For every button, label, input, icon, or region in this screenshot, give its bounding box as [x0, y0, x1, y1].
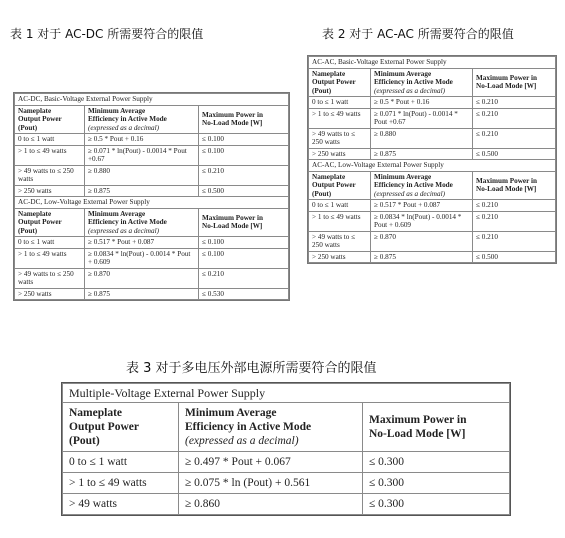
output-power-cell: > 49 watts to ≤ 250 watts: [309, 231, 371, 251]
table-row: [15, 145, 289, 165]
efficiency-cell: ≥ 0.071 * ln(Pout) - 0.0014 * Pout +0.67: [371, 108, 473, 128]
header-line: No-Load Mode [W]: [202, 222, 263, 231]
header-line: Output Power: [18, 218, 62, 226]
header-line: (Pout): [69, 435, 100, 447]
section-title-row: [15, 197, 289, 209]
output-power-cell: > 1 to ≤ 49 watts: [309, 211, 371, 231]
efficiency-cell: ≥ 0.517 * Pout + 0.087: [85, 237, 199, 249]
no-load-power-cell: ≤ 0.210: [473, 211, 556, 231]
header-line: Nameplate: [312, 69, 346, 78]
header-line: Minimum Average: [374, 172, 432, 181]
table-row: [63, 452, 510, 473]
output-power-cell: 0 to ≤ 1 watt: [309, 97, 371, 109]
table-row: [309, 148, 556, 160]
efficiency-cell: ≥ 0.075 * ln (Pout) + 0.561: [179, 473, 363, 494]
efficiency-cell: ≥ 0.517 * Pout + 0.087: [371, 200, 473, 212]
header-minimum-average-efficiency: [85, 208, 199, 237]
header-row: [309, 68, 556, 97]
header-line: Maximum Power in: [476, 73, 537, 82]
table-row: [309, 108, 556, 128]
output-power-cell: > 1 to ≤ 49 watts: [309, 108, 371, 128]
header-line: (expressed as a decimal): [88, 123, 159, 132]
header-minimum-average-efficiency: [371, 171, 473, 200]
section-title-row: [309, 160, 556, 172]
header-line: Maximum Power in: [476, 176, 537, 185]
table3-section: [63, 384, 510, 515]
output-power-cell: > 49 watts: [63, 494, 179, 515]
header-line: (Pout): [312, 189, 332, 198]
table1-ac-dc: [13, 92, 290, 301]
section-title: AC-AC, Basic-Voltage External Power Supply: [309, 57, 556, 69]
header-line: Minimum Average: [374, 69, 432, 78]
efficiency-cell: ≥ 0.860: [179, 494, 363, 515]
output-power-cell: > 250 watts: [309, 251, 371, 263]
header-nameplate-output-power: [309, 171, 371, 200]
table-row: [309, 97, 556, 109]
header-line: Maximum Power in: [202, 213, 263, 222]
efficiency-cell: ≥ 0.880: [85, 165, 199, 185]
efficiency-cell: ≥ 0.071 * ln(Pout) - 0.0014 * Pout +0.67: [85, 145, 199, 165]
table1-low-section: [15, 197, 289, 300]
efficiency-cell: ≥ 0.5 * Pout + 0.16: [85, 134, 199, 146]
table1-caption: 表 1 对于 AC-DC 所需要符合的限值: [10, 27, 204, 41]
output-power-cell: 0 to ≤ 1 watt: [15, 237, 85, 249]
header-line: Output Power: [312, 78, 356, 86]
no-load-power-cell: ≤ 0.500: [473, 251, 556, 263]
no-load-power-cell: ≤ 0.100: [199, 248, 289, 268]
table-row: [15, 185, 289, 197]
table-row: [309, 231, 556, 251]
header-line: Efficiency in Active Mode: [374, 181, 453, 189]
section-title: AC-AC, Low-Voltage External Power Supply: [309, 160, 556, 172]
header-line: Maximum Power in: [369, 414, 467, 426]
no-load-power-cell: ≤ 0.210: [473, 128, 556, 148]
no-load-power-cell: ≤ 0.210: [473, 231, 556, 251]
header-line: Output Power: [69, 421, 139, 433]
no-load-power-cell: ≤ 0.500: [199, 185, 289, 197]
header-nameplate-output-power: [15, 208, 85, 237]
no-load-power-cell: ≤ 0.210: [199, 268, 289, 288]
table2-basic-section: [309, 57, 556, 160]
header-line: Nameplate: [312, 172, 346, 181]
header-line: Nameplate: [69, 407, 123, 419]
efficiency-cell: ≥ 0.880: [371, 128, 473, 148]
section-title: AC-DC, Low-Voltage External Power Supply: [15, 197, 289, 209]
no-load-power-cell: ≤ 0.100: [199, 145, 289, 165]
no-load-power-cell: ≤ 0.300: [363, 473, 510, 494]
no-load-power-cell: ≤ 0.210: [199, 165, 289, 185]
section-title-row: [63, 384, 510, 403]
table-row: [309, 251, 556, 263]
header-maximum-no-load-power: [473, 68, 556, 97]
header-line: Minimum Average: [185, 407, 277, 419]
header-line: No-Load Mode [W]: [476, 185, 537, 194]
header-line: Output Power: [18, 115, 62, 123]
header-nameplate-output-power: [309, 68, 371, 97]
header-line: Maximum Power in: [202, 110, 263, 119]
header-minimum-average-efficiency: [179, 403, 363, 452]
header-line: Minimum Average: [88, 209, 146, 218]
efficiency-cell: ≥ 0.0834 * ln(Pout) - 0.0014 * Pout + 0.609: [371, 211, 473, 231]
section-title-row: [309, 57, 556, 69]
header-line: No-Load Mode [W]: [369, 428, 466, 440]
output-power-cell: > 49 watts to ≤ 250 watts: [15, 268, 85, 288]
header-maximum-no-load-power: [473, 171, 556, 200]
table-row: [15, 165, 289, 185]
table2-caption: 表 2 对于 AC-AC 所需要符合的限值: [322, 27, 514, 41]
table1-basic-section: [15, 94, 289, 197]
header-line: (Pout): [312, 86, 332, 95]
output-power-cell: 0 to ≤ 1 watt: [15, 134, 85, 146]
header-minimum-average-efficiency: [85, 105, 199, 134]
header-line: Efficiency in Active Mode: [88, 115, 167, 123]
header-line: Efficiency in Active Mode: [88, 218, 167, 226]
output-power-cell: > 1 to ≤ 49 watts: [15, 248, 85, 268]
efficiency-cell: ≥ 0.870: [371, 231, 473, 251]
header-line: No-Load Mode [W]: [202, 119, 263, 128]
table2-ac-ac: [307, 55, 557, 264]
no-load-power-cell: ≤ 0.210: [473, 200, 556, 212]
table-row: [309, 128, 556, 148]
table-row: [309, 200, 556, 212]
no-load-power-cell: ≤ 0.300: [363, 494, 510, 515]
header-maximum-no-load-power: [199, 208, 289, 237]
header-nameplate-output-power: [63, 403, 179, 452]
section-title-row: [15, 94, 289, 106]
efficiency-cell: ≥ 0.875: [85, 288, 199, 300]
table3-multiple-voltage: [61, 382, 511, 516]
header-line: Output Power: [312, 181, 356, 189]
table3-grid: [62, 383, 510, 515]
no-load-power-cell: ≤ 0.210: [473, 108, 556, 128]
table1-grid: [14, 93, 289, 300]
table-row: [309, 211, 556, 231]
table-row: [15, 268, 289, 288]
output-power-cell: > 1 to ≤ 49 watts: [63, 473, 179, 494]
table3-caption: 表 3 对于多电压外部电源所需要符合的限值: [126, 361, 377, 376]
header-line: Efficiency in Active Mode: [374, 78, 453, 86]
header-line: (expressed as a decimal): [374, 189, 445, 198]
output-power-cell: > 1 to ≤ 49 watts: [15, 145, 85, 165]
no-load-power-cell: ≤ 0.300: [363, 452, 510, 473]
table-row: [15, 237, 289, 249]
output-power-cell: > 250 watts: [15, 185, 85, 197]
header-line: (Pout): [18, 123, 38, 132]
table-row: [15, 288, 289, 300]
table-row: [63, 473, 510, 494]
header-line: (expressed as a decimal): [88, 226, 159, 235]
header-nameplate-output-power: [15, 105, 85, 134]
no-load-power-cell: ≤ 0.210: [473, 97, 556, 109]
header-line: Nameplate: [18, 209, 52, 218]
efficiency-cell: ≥ 0.875: [85, 185, 199, 197]
output-power-cell: > 250 watts: [309, 148, 371, 160]
table2-grid: [308, 56, 556, 263]
header-row: [63, 403, 510, 452]
table2-low-section: [309, 160, 556, 263]
no-load-power-cell: ≤ 0.100: [199, 237, 289, 249]
output-power-cell: 0 to ≤ 1 watt: [63, 452, 179, 473]
efficiency-cell: ≥ 0.870: [85, 268, 199, 288]
output-power-cell: > 250 watts: [15, 288, 85, 300]
header-line: No-Load Mode [W]: [476, 82, 537, 91]
header-row: [309, 171, 556, 200]
no-load-power-cell: ≤ 0.500: [473, 148, 556, 160]
header-line: Minimum Average: [88, 106, 146, 115]
header-minimum-average-efficiency: [371, 68, 473, 97]
section-title: Multiple-Voltage External Power Supply: [63, 384, 510, 403]
header-maximum-no-load-power: [199, 105, 289, 134]
header-line: Nameplate: [18, 106, 52, 115]
table-row: [63, 494, 510, 515]
header-line: (expressed as a decimal): [185, 435, 299, 447]
output-power-cell: > 49 watts to ≤ 250 watts: [309, 128, 371, 148]
header-row: [15, 105, 289, 134]
header-line: Efficiency in Active Mode: [185, 421, 312, 433]
header-maximum-no-load-power: [363, 403, 510, 452]
efficiency-cell: ≥ 0.0834 * ln(Pout) - 0.0014 * Pout + 0.609: [85, 248, 199, 268]
no-load-power-cell: ≤ 0.100: [199, 134, 289, 146]
efficiency-cell: ≥ 0.875: [371, 148, 473, 160]
header-row: [15, 208, 289, 237]
header-line: (Pout): [18, 226, 38, 235]
header-line: (expressed as a decimal): [374, 86, 445, 95]
section-title: AC-DC, Basic-Voltage External Power Supply: [15, 94, 289, 106]
efficiency-cell: ≥ 0.875: [371, 251, 473, 263]
output-power-cell: 0 to ≤ 1 watt: [309, 200, 371, 212]
efficiency-cell: ≥ 0.5 * Pout + 0.16: [371, 97, 473, 109]
efficiency-cell: ≥ 0.497 * Pout + 0.067: [179, 452, 363, 473]
output-power-cell: > 49 watts to ≤ 250 watts: [15, 165, 85, 185]
no-load-power-cell: ≤ 0.530: [199, 288, 289, 300]
table-row: [15, 248, 289, 268]
table-row: [15, 134, 289, 146]
